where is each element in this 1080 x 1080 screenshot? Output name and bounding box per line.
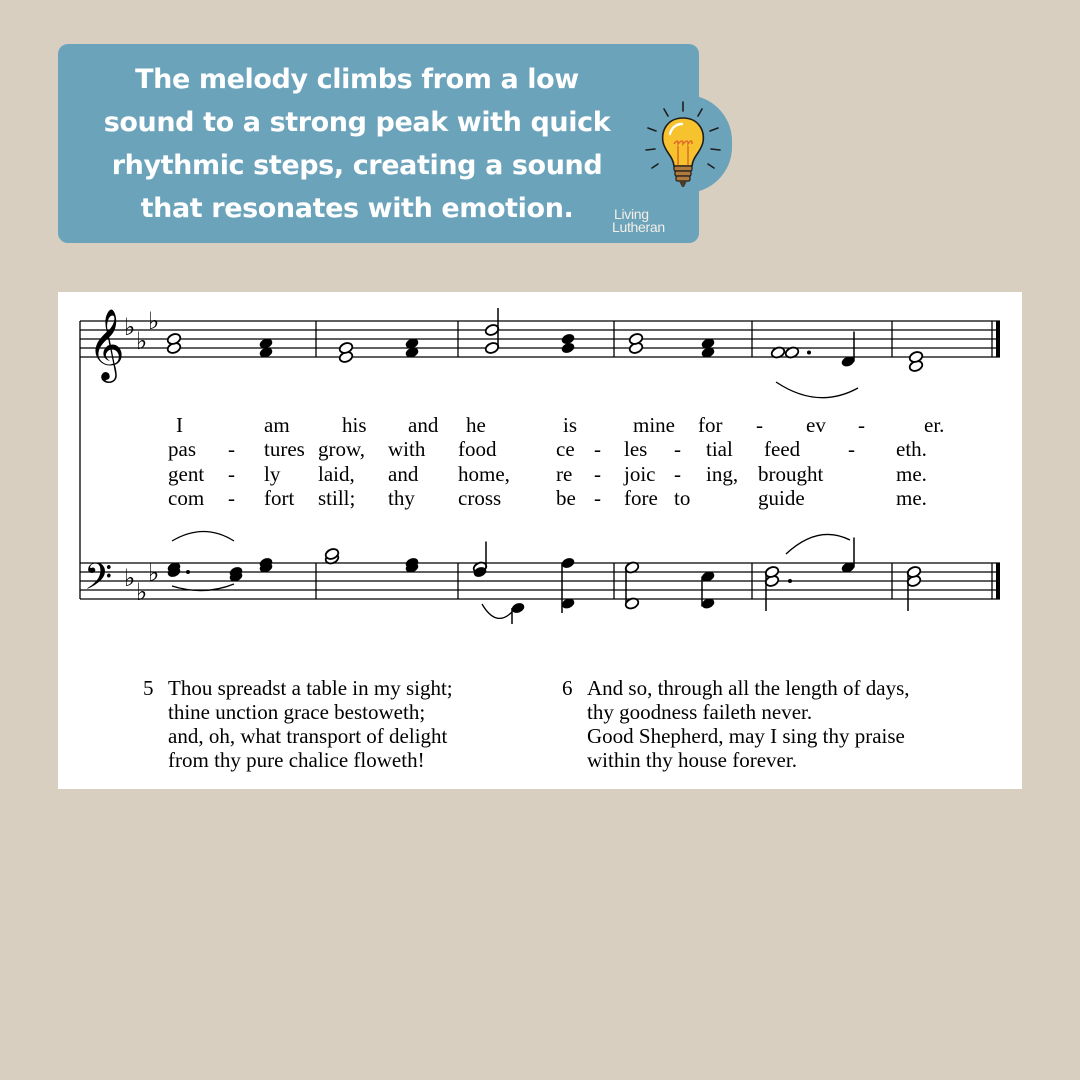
- lyric-syllable: -: [228, 462, 235, 486]
- flat-sign: ♭: [136, 327, 148, 355]
- lyric-syllable: be: [556, 486, 576, 510]
- lyric-syllable: thy: [388, 486, 415, 510]
- lyric-syllable: mine: [633, 413, 675, 437]
- lyric-syllable: er.: [924, 413, 945, 437]
- flat-sign: ♭: [136, 578, 148, 606]
- augmentation-dot: [788, 579, 792, 583]
- living-lutheran-logo: Living Lutheran: [612, 206, 665, 235]
- lyric-syllable: still;: [318, 486, 356, 510]
- tie: [776, 382, 858, 398]
- lyric-syllable: laid,: [318, 462, 355, 486]
- callout-text: The melody climbs from a low sound to a strong peak with quick rhythmic steps, creating a sound that resonates with emotion.: [103, 64, 611, 224]
- verse-line: from thy pure chalice floweth!: [168, 748, 425, 772]
- lyric-syllable: with: [388, 437, 426, 461]
- lyric-syllable: -: [594, 437, 601, 461]
- verse-line: thine unction grace bestoweth;: [168, 700, 426, 724]
- lyric-syllable: is: [563, 413, 578, 437]
- lyric-syllable: cross: [458, 486, 502, 510]
- augmentation-dot: [186, 570, 190, 574]
- lyric-syllable: food: [458, 437, 497, 461]
- lyric-syllable: his: [342, 413, 367, 437]
- flat-sign: ♭: [148, 559, 160, 587]
- lyric-syllable: and: [408, 413, 439, 437]
- lyric-syllable: grow,: [318, 437, 366, 461]
- lyric-syllable: -: [674, 462, 681, 486]
- verse-line: Good Shepherd, may I sing thy praise: [587, 724, 905, 748]
- lyric-syllable: -: [594, 462, 601, 486]
- verse-line: Thou spreadst a table in my sight;: [168, 676, 453, 700]
- lyric-syllable: -: [848, 437, 855, 461]
- lyric-syllable: home,: [458, 462, 510, 486]
- lyric-syllable: fort: [264, 486, 295, 510]
- hymn-sheet: [58, 292, 1022, 789]
- lyric-syllable: for: [698, 413, 723, 437]
- verse-line: and, oh, what transport of delight: [168, 724, 448, 748]
- lyric-syllable: joic: [624, 462, 656, 486]
- lyric-syllable: he: [466, 413, 486, 437]
- lyric-syllable: to: [674, 486, 691, 510]
- lightbulb-icon: [640, 100, 726, 196]
- lyric-syllable: eth.: [896, 437, 927, 461]
- tie: [786, 534, 850, 554]
- lyric-syllable: -: [674, 437, 681, 461]
- lyric-syllable: ing,: [706, 462, 739, 486]
- lyric-syllable: les: [624, 437, 648, 461]
- treble-clef: 𝄞: [88, 307, 125, 380]
- lyric-syllable: am: [264, 413, 290, 437]
- verse-number: 6: [562, 676, 573, 700]
- lyric-syllable: -: [594, 486, 601, 510]
- lyric-syllable: pas: [168, 437, 196, 461]
- lyric-syllable: me.: [896, 462, 927, 486]
- lyric-syllable: I: [176, 413, 183, 437]
- tie: [482, 604, 512, 618]
- bass-clef: 𝄢: [84, 556, 113, 607]
- augmentation-dot: [807, 351, 811, 355]
- final-barline: [996, 563, 1000, 599]
- lyric-syllable: -: [228, 437, 235, 461]
- notehead: [560, 332, 575, 345]
- lyric-syllable: ev: [806, 413, 826, 437]
- tie: [172, 532, 234, 542]
- lyric-syllable: me.: [896, 486, 927, 510]
- lyric-syllable: ce: [556, 437, 575, 461]
- lyric-syllable: tial: [706, 437, 733, 461]
- lyric-syllable: fore: [624, 486, 658, 510]
- lyric-syllable: com: [168, 486, 205, 510]
- verse-line: And so, through all the length of days,: [587, 676, 910, 700]
- lyric-syllable: -: [228, 486, 235, 510]
- lyric-syllable: -: [756, 413, 763, 437]
- verse-line: within thy house forever.: [587, 748, 797, 772]
- flat-sign: ♭: [148, 307, 160, 335]
- flat-sign: ♭: [124, 313, 136, 341]
- lyric-syllable: brought: [758, 462, 824, 486]
- verse-number: 5: [143, 676, 154, 700]
- flat-sign: ♭: [124, 564, 136, 592]
- lyric-syllable: guide: [758, 486, 805, 510]
- lyric-syllable: ly: [264, 462, 281, 486]
- lyric-syllable: gent: [168, 462, 205, 486]
- lyric-syllable: and: [388, 462, 419, 486]
- lyric-syllable: tures: [264, 437, 305, 461]
- lyric-syllable: feed: [764, 437, 801, 461]
- lyric-syllable: -: [858, 413, 865, 437]
- verse-line: thy goodness faileth never.: [587, 700, 813, 724]
- final-barline: [996, 321, 1000, 357]
- lyric-syllable: re: [556, 462, 573, 486]
